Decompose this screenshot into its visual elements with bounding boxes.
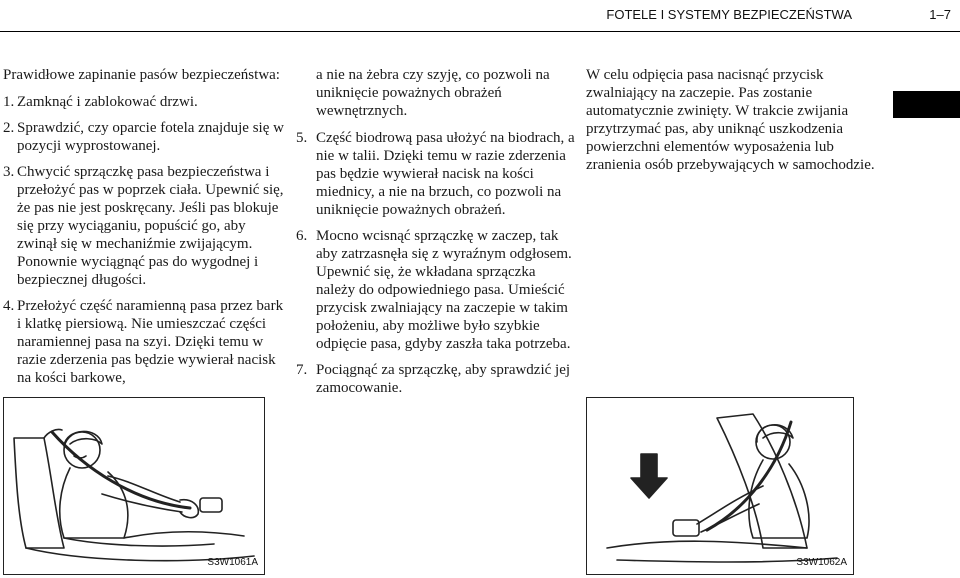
step-3: [3, 163, 285, 289]
section-title: FOTELE I SYSTEMY BEZPIECZEŃSTWA: [606, 7, 852, 22]
step-number: 4.: [3, 298, 15, 314]
step-2: [3, 119, 285, 155]
step-number: 5.: [296, 130, 308, 146]
figure-code: S3W1061A: [207, 557, 258, 568]
step-5: [296, 129, 578, 219]
step-text: Przełożyć część naramienną pasa przez bark i klatkę piersiową. Nie umieszczać części naramiennej pasa na szyi. Dzięki temu w razie zderzenia pas będzie wywierał nacisk na kości barkowe,: [17, 298, 284, 386]
step-4: [3, 297, 285, 387]
step-number: 7.: [296, 362, 308, 378]
header-rule: [0, 31, 960, 32]
step-number: 3.: [3, 164, 15, 180]
step-1: [3, 93, 285, 111]
step-number: 6.: [296, 228, 308, 244]
chapter-tab-marker: [893, 91, 960, 118]
column-right: [586, 66, 876, 174]
seat-belt-release-illustration: [587, 398, 853, 574]
step-text: Pociągnąć za sprzączkę, aby sprawdzić jej zamocowanie.: [316, 362, 571, 396]
step-text: Chwycić sprzączkę pasa bezpieczeństwa i przełożyć pas w poprzek ciała. Upewnić się, że pas nie jest poskręcany. Jeśli pas blokuje się przy wyciąganiu, popuścić go, aby zwinął się w mechaniźmie zwijającym. Ponownie wyciągnąć pas do wygodnej i bezpiecznej długości.: [17, 164, 284, 288]
step-text: Mocno wcisnąć sprzączkę w zaczep, tak aby zatrzasnęła się z wyraźnym odgłosem. Upewnić się, że wkładana sprzączka należy do odpowiedniego pasa. Umieścić przycisk zwalniający na zaczepie w takim położeniu, aby możliwe było szybkie odpięcie pasa, gdyby zaszła taka potrzeba.: [316, 228, 572, 352]
figure-fastening: [3, 397, 265, 575]
running-header: [0, 0, 960, 30]
step-text: Część biodrową pasa ułożyć na biodrach, a nie w talii. Dzięki temu w razie zderzenia pas będzie wywierał nacisk na kości miednicy, a nie na brzuch, co pozwoli na uniknięcie poważnych obrażeń.: [316, 130, 575, 218]
step-4-continuation: a nie na żebra czy szyję, co pozwoli na uniknięcie poważnych obrażeń wewnętrznych.: [316, 67, 550, 119]
step-number: 1.: [3, 94, 15, 110]
step-6: [296, 227, 578, 353]
release-note: W celu odpięcia pasa nacisnąć przycisk zwalniający na zaczepie. Pas zostanie automatycznie zwinięty. W trakcie zwijania przytrzymać pas, aby uniknąć uszkodzenia powierzchni elementów wyposażenia lub zranienia osób przebywających w samochodzie.: [586, 67, 875, 173]
step-number: 2.: [3, 120, 15, 136]
intro-text: Prawidłowe zapinanie pasów bezpieczeństwa:: [3, 67, 280, 83]
page-number: 1–7: [929, 7, 951, 22]
seat-belt-fastening-illustration: [4, 398, 264, 574]
column-middle: [296, 66, 578, 405]
step-7: [296, 361, 578, 397]
column-left: [3, 66, 285, 395]
figure-release: [586, 397, 854, 575]
figure-code: S3W1062A: [796, 557, 847, 568]
step-text: Zamknąć i zablokować drzwi.: [17, 94, 198, 110]
step-text: Sprawdzić, czy oparcie fotela znajduje się w pozycji wyprostowanej.: [17, 120, 284, 154]
